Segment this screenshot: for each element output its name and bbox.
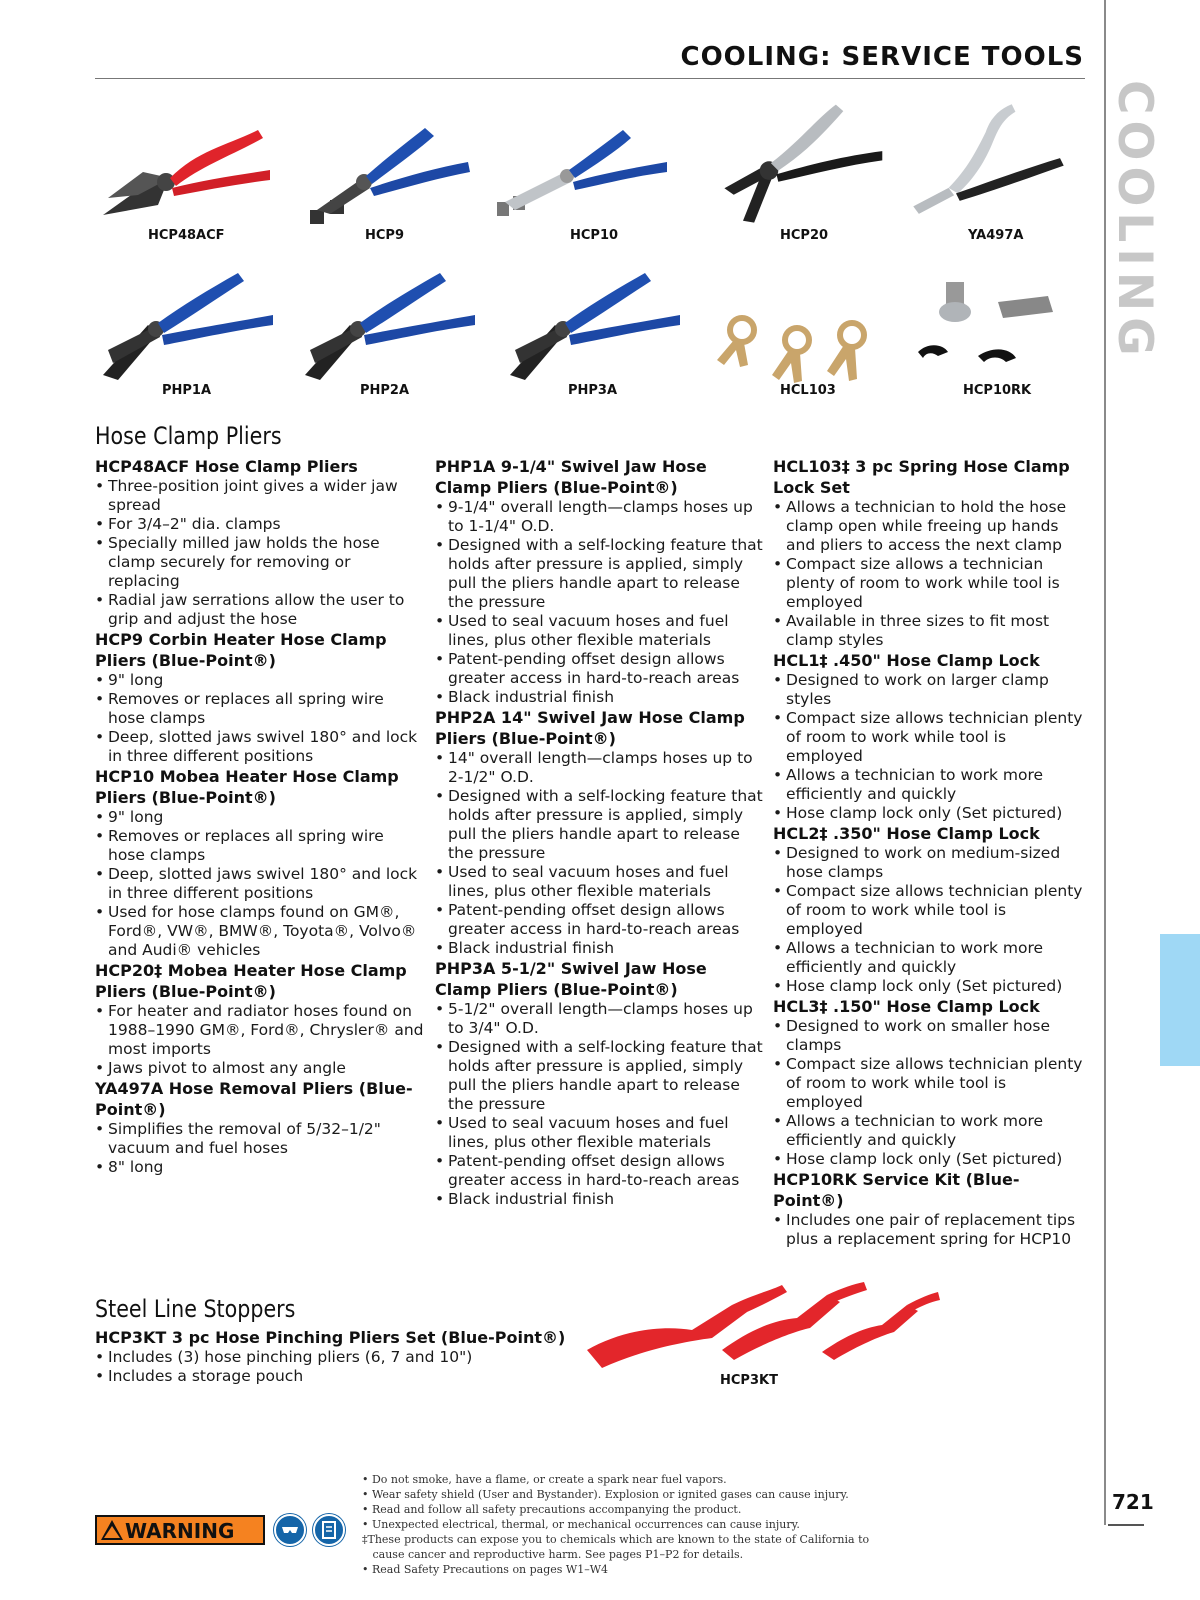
feature-list bbox=[435, 749, 765, 958]
feature-item: • Used to seal vacuum hoses and fuel lines, plus other flexible materials bbox=[435, 612, 765, 650]
feature-list bbox=[773, 1211, 1083, 1249]
product-title: HCL2‡ .350" Hose Clamp Lock bbox=[773, 824, 1040, 843]
product-label: HCP3KT bbox=[720, 1373, 778, 1388]
feature-item: • Available in three sizes to fit most clamp styles bbox=[773, 612, 1083, 650]
product-title: HCL1‡ .450" Hose Clamp Lock bbox=[773, 651, 1040, 670]
product-title: PHP3A 5-1/2" Swivel Jaw Hose Clamp Pliers (Blue-Point®) bbox=[435, 959, 707, 999]
read-manual-icon bbox=[312, 1513, 346, 1547]
safety-note: • Do not smoke, have a flame, or create a spark near fuel vapors. bbox=[362, 1473, 727, 1486]
feature-item: • Compact size allows technician plenty of room to work while tool is employed bbox=[773, 882, 1083, 939]
feature-item: • Designed with a self-locking feature that holds after pressure is applied, simply pull the pliers handle apart to release the pressure bbox=[435, 787, 765, 863]
product-image-hcp48acf bbox=[98, 110, 278, 240]
product-image-hcp10rk bbox=[918, 262, 1098, 392]
feature-item: • Designed with a self-locking feature that holds after pressure is applied, simply pull the pliers handle apart to release the pressure bbox=[435, 536, 765, 612]
feature-item: • Radial jaw serrations allow the user to grip and adjust the hose bbox=[95, 591, 425, 629]
product-image-hcp3kt bbox=[582, 1280, 982, 1380]
feature-item: • Three-position joint gives a wider jaw spread bbox=[95, 477, 425, 515]
feature-item: • Hose clamp lock only (Set pictured) bbox=[773, 804, 1083, 823]
feature-item: • 8" long bbox=[95, 1158, 425, 1177]
section-title-steel-line-stoppers: Steel Line Stoppers bbox=[95, 1295, 296, 1323]
side-divider bbox=[1104, 0, 1106, 1525]
header-divider bbox=[95, 78, 1085, 79]
feature-item: • 9" long bbox=[95, 808, 425, 827]
feature-list bbox=[95, 1002, 425, 1078]
product-title: PHP1A 9-1/4" Swivel Jaw Hose Clamp Pliers (Blue-Point®) bbox=[435, 457, 707, 497]
feature-item: • Includes one pair of replacement tips plus a replacement spring for HCP10 bbox=[773, 1211, 1083, 1249]
feature-item: • Compact size allows technician plenty of room to work while tool is employed bbox=[773, 709, 1083, 766]
product-image-ya497a bbox=[905, 95, 1085, 225]
product-column-2 bbox=[435, 456, 765, 1209]
safety-note: ‡These products can expose you to chemicals which are known to the state of California to bbox=[362, 1533, 870, 1546]
feature-item: • Used to seal vacuum hoses and fuel lines, plus other flexible materials bbox=[435, 863, 765, 901]
safety-note: • Wear safety shield (User and Bystander). Explosion or ignited gases can cause injury. bbox=[362, 1488, 849, 1501]
feature-list bbox=[773, 498, 1083, 650]
safety-glasses-icon bbox=[273, 1513, 307, 1547]
feature-list bbox=[435, 498, 765, 707]
feature-list bbox=[95, 1348, 575, 1386]
feature-list bbox=[95, 671, 425, 766]
section-title-hose-clamp-pliers: Hose Clamp Pliers bbox=[95, 422, 282, 450]
product-label: PHP2A bbox=[360, 383, 410, 398]
feature-list bbox=[435, 1000, 765, 1209]
product-column-3 bbox=[773, 456, 1083, 1249]
product-image-php3a bbox=[505, 265, 685, 395]
product-title: HCL103‡ 3 pc Spring Hose Clamp Lock Set bbox=[773, 457, 1070, 497]
product-title: HCP10 Mobea Heater Hose Clamp Pliers (Blue-Point®) bbox=[95, 767, 399, 807]
feature-item: • Used to seal vacuum hoses and fuel lines, plus other flexible materials bbox=[435, 1114, 765, 1152]
product-title: YA497A Hose Removal Pliers (Blue-Point®) bbox=[95, 1079, 413, 1119]
product-title: HCP10RK Service Kit (Blue-Point®) bbox=[773, 1170, 1020, 1210]
feature-item: • 9" long bbox=[95, 671, 425, 690]
feature-item: • Black industrial finish bbox=[435, 688, 765, 707]
warning-badge bbox=[95, 1515, 265, 1545]
product-title: HCP9 Corbin Heater Hose Clamp Pliers (Blue-Point®) bbox=[95, 630, 387, 670]
feature-item: • 14" overall length—clamps hoses up to 2-1/2" O.D. bbox=[435, 749, 765, 787]
feature-item: • Includes a storage pouch bbox=[95, 1367, 575, 1386]
product-column-1 bbox=[95, 456, 425, 1177]
product-image-hcp9 bbox=[300, 110, 480, 240]
product-image-hcp10 bbox=[495, 110, 675, 240]
feature-item: • Patent-pending offset design allows greater access in hard-to-reach areas bbox=[435, 901, 765, 939]
safety-note: cause cancer and reproductive harm. See pages P1–P2 for details. bbox=[362, 1548, 744, 1561]
feature-item: • Removes or replaces all spring wire hose clamps bbox=[95, 827, 425, 865]
feature-item: • Compact size allows a technician plenty of room to work while tool is employed bbox=[773, 555, 1083, 612]
feature-item: • Includes (3) hose pinching pliers (6, 7 and 10") bbox=[95, 1348, 575, 1367]
product-label: HCP10RK bbox=[963, 383, 1032, 398]
warning-label: WARNING bbox=[125, 1519, 235, 1543]
safety-note: • Read and follow all safety precautions accompanying the product. bbox=[362, 1503, 742, 1516]
product-label: PHP1A bbox=[162, 383, 212, 398]
section-side-label: COOLING bbox=[1107, 80, 1162, 362]
feature-item: • Allows a technician to work more efficiently and quickly bbox=[773, 939, 1083, 977]
feature-item: • Designed to work on larger clamp styles bbox=[773, 671, 1083, 709]
product-title: HCP20‡ Mobea Heater Hose Clamp Pliers (Blue-Point®) bbox=[95, 961, 407, 1001]
feature-item: • For heater and radiator hoses found on 1988–1990 GM®, Ford®, Chrysler® and most imports bbox=[95, 1002, 425, 1059]
product-image-php1a bbox=[98, 265, 278, 395]
product-title: HCL3‡ .150" Hose Clamp Lock bbox=[773, 997, 1040, 1016]
feature-item: • Jaws pivot to almost any angle bbox=[95, 1059, 425, 1078]
feature-item: • Allows a technician to work more efficiently and quickly bbox=[773, 766, 1083, 804]
safety-notes bbox=[362, 1472, 922, 1577]
feature-item: • Black industrial finish bbox=[435, 1190, 765, 1209]
product-image-php2a bbox=[300, 265, 480, 395]
feature-item: • Hose clamp lock only (Set pictured) bbox=[773, 1150, 1083, 1169]
feature-list bbox=[95, 1120, 425, 1177]
feature-item: • Designed to work on medium-sized hose clamps bbox=[773, 844, 1083, 882]
feature-list bbox=[95, 808, 425, 960]
product-image-hcl103 bbox=[712, 290, 892, 420]
safety-note: • Read Safety Precautions on pages W1–W4 bbox=[362, 1563, 609, 1576]
feature-list bbox=[773, 671, 1083, 823]
product-title: HCP48ACF Hose Clamp Pliers bbox=[95, 457, 358, 476]
feature-item: • Allows a technician to hold the hose clamp open while freeing up hands and pliers to access the next clamp bbox=[773, 498, 1083, 555]
feature-list bbox=[95, 477, 425, 629]
page-number: 721 bbox=[1112, 1490, 1154, 1514]
feature-item: • Patent-pending offset design allows greater access in hard-to-reach areas bbox=[435, 1152, 765, 1190]
product-title: PHP2A 14" Swivel Jaw Hose Clamp Pliers (Blue-Point®) bbox=[435, 708, 745, 748]
feature-item: • Allows a technician to work more efficiently and quickly bbox=[773, 1112, 1083, 1150]
feature-item: • 5-1/2" overall length—clamps hoses up to 3/4" O.D. bbox=[435, 1000, 765, 1038]
feature-item: • 9-1/4" overall length—clamps hoses up to 1-1/4" O.D. bbox=[435, 498, 765, 536]
product-label: HCL103 bbox=[780, 383, 836, 398]
feature-item: • Deep, slotted jaws swivel 180° and lock in three different positions bbox=[95, 865, 425, 903]
feature-item: • Simplifies the removal of 5/32–1/2" vacuum and fuel hoses bbox=[95, 1120, 425, 1158]
product-label: HCP10 bbox=[570, 228, 619, 243]
product-label: HCP20 bbox=[780, 228, 829, 243]
safety-note: • Unexpected electrical, thermal, or mechanical occurrences can cause injury. bbox=[362, 1518, 800, 1531]
product-image-hcp20 bbox=[718, 100, 898, 230]
feature-item: • Hose clamp lock only (Set pictured) bbox=[773, 977, 1083, 996]
section-tab-marker bbox=[1160, 934, 1200, 1066]
product-title: HCP3KT 3 pc Hose Pinching Pliers Set (Blue-Point®) bbox=[95, 1328, 566, 1347]
feature-item: • Used for hose clamps found on GM®, Ford®, VW®, BMW®, Toyota®, Volvo® and Audi® vehicles bbox=[95, 903, 425, 960]
product-label: HCP9 bbox=[365, 228, 404, 243]
feature-item: • Deep, slotted jaws swivel 180° and lock in three different positions bbox=[95, 728, 425, 766]
product-stoppers bbox=[95, 1327, 575, 1386]
warning-icon-inner bbox=[104, 1526, 120, 1538]
feature-item: • Removes or replaces all spring wire hose clamps bbox=[95, 690, 425, 728]
product-label: PHP3A bbox=[568, 383, 618, 398]
feature-list bbox=[773, 1017, 1083, 1169]
feature-item: • Designed with a self-locking feature that holds after pressure is applied, simply pull the pliers handle apart to release the pressure bbox=[435, 1038, 765, 1114]
product-label: HCP48ACF bbox=[148, 228, 225, 243]
feature-item: • Black industrial finish bbox=[435, 939, 765, 958]
feature-item: • Patent-pending offset design allows greater access in hard-to-reach areas bbox=[435, 650, 765, 688]
page-title: COOLING: SERVICE TOOLS bbox=[680, 42, 1084, 72]
feature-item: • For 3/4–2" dia. clamps bbox=[95, 515, 425, 534]
feature-list bbox=[773, 844, 1083, 996]
page-number-divider bbox=[1108, 1524, 1144, 1526]
product-label: YA497A bbox=[968, 228, 1024, 243]
feature-item: • Specially milled jaw holds the hose clamp securely for removing or replacing bbox=[95, 534, 425, 591]
feature-item: • Designed to work on smaller hose clamps bbox=[773, 1017, 1083, 1055]
feature-item: • Compact size allows technician plenty of room to work while tool is employed bbox=[773, 1055, 1083, 1112]
